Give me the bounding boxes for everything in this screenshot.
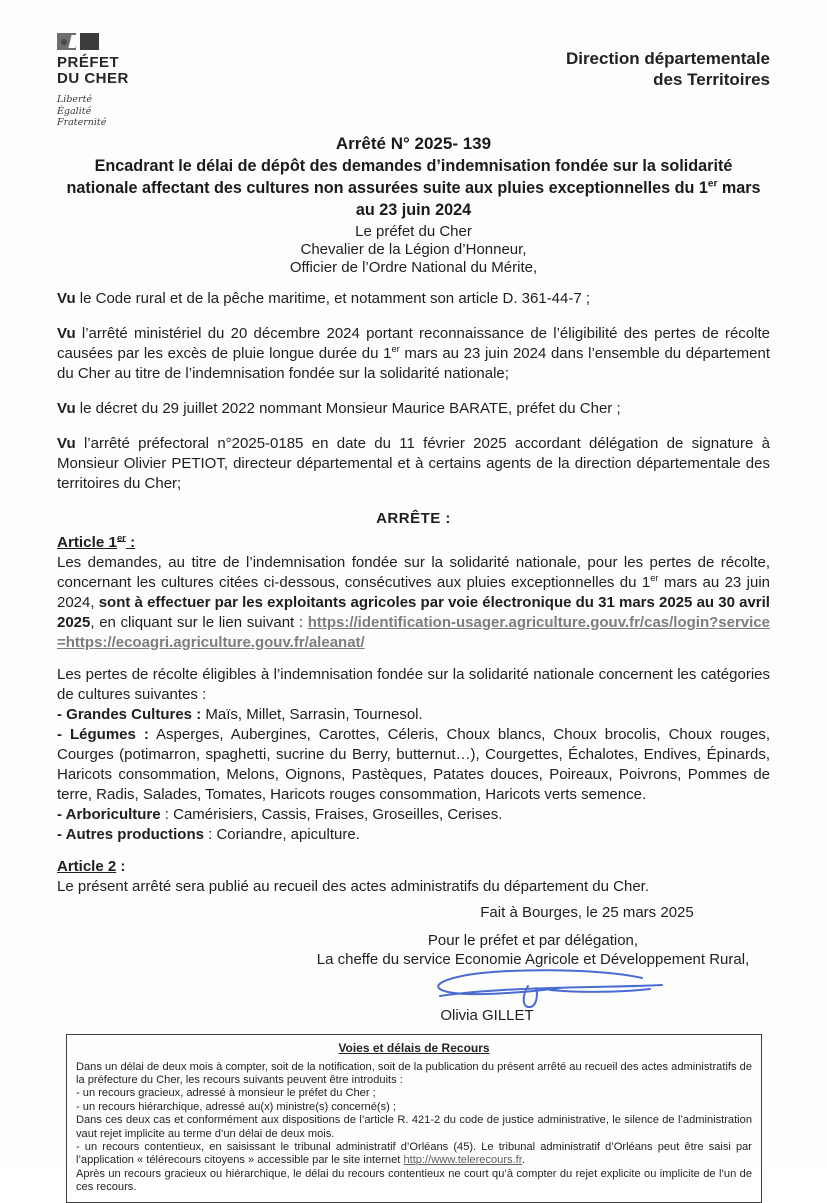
- recours-line: [76, 1168, 752, 1195]
- text-segment: mars au 23 juin 2024 dans l’ensemble du département du Cher au titre de l’indemnisation fondée sur la solidarité nationale;: [57, 344, 770, 382]
- recours-line: [76, 1061, 752, 1088]
- text-segment: :: [116, 857, 126, 875]
- text-segment: l’arrêté préfectoral n°2025-0185 en date du 11 février 2025 accordant délégation de signature à Monsieur Olivier PETIOT, directeur départemental et à certains agents de la direction départementale des territoires du Cher;: [57, 434, 770, 492]
- recours-line: [76, 1101, 752, 1114]
- text-segment: , en cliquant sur le lien suivant :: [90, 613, 308, 631]
- text-segment: Après un recours gracieux ou hiérarchique, le délai du recours contentieux ne court qu’à compter du rejet explicite ou implicite de l’un de ces recours.: [76, 1167, 752, 1194]
- recours-line: [76, 1114, 752, 1141]
- text-segment: Vu: [57, 324, 76, 342]
- text-segment: : Coriandre, apiculture.: [203, 825, 360, 843]
- prefecture-logo: [57, 33, 207, 129]
- emblem-left-block: [57, 33, 76, 50]
- signature-ink-icon: [410, 966, 680, 1010]
- text-segment: Asperges, Aubergines, Carottes, Céleris, Choux blancs, Choux brocolis, Choux rouges, Courges (potimarron, spaghetti, sucrine du Berry, butternut…), Courgettes, Échalotes, Endives, Épinards, Haricots consommation, Melons, Oignons, Pastèques, Patates douces, Poireaux, Poivrons, Pommes de terre, Radis, Salades, Tomates, Haricots rouges consommation, Haricots verts semence.: [57, 725, 770, 803]
- issuer-line-2: Chevalier de la Légion d’Honneur,: [300, 240, 527, 258]
- document-title: Arrêté N° 2025- 139: [335, 133, 492, 153]
- visa-paragraph: [57, 289, 770, 309]
- text-segment: :: [125, 533, 136, 551]
- category-grandes-cultures: [57, 705, 770, 725]
- text-segment: - Grandes Cultures :: [57, 705, 202, 723]
- logo-agency-name: [57, 55, 207, 87]
- text-segment: Encadrant le délai de dépôt des demandes d’indemnisation fondée sur la solidarité nationale affectant des cultures non assurées suite aux pluies exceptionnelles du 1: [66, 156, 733, 197]
- text-segment: Maïs, Millet, Sarrasin, Tournesol.: [201, 705, 423, 723]
- delegation-block: [273, 931, 793, 970]
- signer-name: Olivia GILLET: [440, 1006, 534, 1024]
- emblem-right-block: [80, 33, 99, 50]
- visa-paragraph: [57, 324, 770, 384]
- text-segment: Dans un délai de deux mois à compter, soit de la notification, soit de la publication du présent arrêté au recueil des actes administratifs de la préfecture du Cher, les recours suivants peuvent être introduits :: [76, 1060, 752, 1086]
- motto-fraternite: Fraternité: [57, 117, 107, 128]
- text-segment: sont à effectuer par les exploitants agricoles par voie électronique du 31 mars 2025 au 30 avril 2025: [57, 593, 770, 631]
- text-segment: Vu: [57, 434, 76, 452]
- french-republic-emblem-icon: [57, 33, 99, 50]
- text-segment: - Autres productions: [57, 825, 204, 843]
- hyperlink[interactable]: http://www.telerecours.fr: [403, 1154, 522, 1167]
- direction-line-2: des Territoires: [653, 70, 770, 89]
- article-2-body: Le présent arrêté sera publié au recueil des actes administratifs du département du Cher.: [57, 877, 650, 895]
- text-segment: - Arboriculture: [57, 805, 161, 823]
- text-segment: - un recours hiérarchique, adressé au(x) ministre(s) concerné(s) ;: [76, 1100, 396, 1113]
- text-segment: mars au 23 juin 2024,: [57, 573, 770, 611]
- document-subtitle: [57, 155, 770, 221]
- text-segment: mars au 23 juin 2024: [355, 178, 761, 219]
- article-2-heading: [57, 857, 770, 877]
- text-segment: .: [521, 1154, 525, 1167]
- eligibility-intro: Les pertes de récolte éligibles à l’indemnisation fondée sur la solidarité nationale concernent les catégories de cultures suivantes :: [57, 665, 770, 703]
- handwritten-signature: [410, 966, 680, 1010]
- visa-paragraph: [57, 399, 770, 419]
- logo-line-1: PRÉFET: [57, 54, 120, 71]
- issuer-line-3: Officier de l’Ordre National du Mérite,: [289, 258, 538, 276]
- text-segment: l’arrêté ministériel du 20 décembre 2024 portant reconnaissance de l’éligibilité des pertes de récolte causées par les excès de pluie longue durée du 1: [57, 324, 770, 362]
- logo-line-2: DU CHER: [57, 70, 129, 87]
- place-and-date: Fait à Bourges, le 25 mars 2025: [480, 903, 694, 921]
- text-segment: Dans ces deux cas et conformément aux dispositions de l’article R. 421-2 du code de justice administrative, le silence de l’administration vaut rejet implicite au terme d’un délai de deux mois.: [76, 1114, 752, 1140]
- text-segment: er: [650, 572, 659, 583]
- arrete-heading: ARRÊTE :: [376, 509, 451, 527]
- motto-egalite: Égalité: [57, 105, 92, 117]
- recours-line: [76, 1141, 752, 1168]
- category-autres-productions: [57, 825, 770, 845]
- text-segment: - un recours gracieux, adressé à monsieur le préfet du Cher ;: [76, 1087, 376, 1100]
- recours-title: Voies et délais de Recours: [338, 1040, 490, 1055]
- text-segment: Article 1: [57, 533, 117, 551]
- text-segment: Vu: [57, 289, 76, 307]
- article-1-body: [57, 553, 770, 653]
- text-segment: er: [707, 178, 718, 190]
- hyperlink[interactable]: https://identification-usager.agriculture.gouv.fr/cas/login?service=https://ecoagri.agriculture.gouv.fr/aleanat/: [57, 613, 770, 651]
- text-segment: le décret du 29 juillet 2022 nommant Monsieur Maurice BARATE, préfet du Cher ;: [75, 399, 621, 417]
- recours-box: [66, 1034, 762, 1203]
- delegation-line-1: Pour le préfet et par délégation,: [427, 931, 639, 949]
- text-segment: le Code rural et de la pêche maritime, et notamment son article D. 361-44-7 ;: [75, 289, 591, 307]
- motto-liberte: Liberté: [57, 94, 93, 105]
- issuer-line-1: Le préfet du Cher: [355, 222, 472, 240]
- delegation-line-2: La cheffe du service Economie Agricole et Développement Rural,: [316, 951, 750, 968]
- text-segment: - Légumes :: [57, 725, 149, 743]
- republic-motto: [57, 94, 207, 129]
- article-1-heading: [57, 533, 770, 553]
- text-segment: Les demandes, au titre de l’indemnisation fondée sur la solidarité nationale, pour les pertes de récolte, concernant les cultures citées ci-dessous, consécutives aux pluies exceptionnelles du 1: [57, 553, 770, 591]
- issuer-block: [57, 223, 770, 277]
- visa-paragraph: [57, 434, 770, 494]
- text-segment: - un recours contentieux, en saisissant le tribunal administratif d’Orléans (45). Le tribunal administratif d’Orléans peut être saisi par l’application « télérecours citoyens » accessible par le site internet: [76, 1140, 752, 1167]
- issuing-direction: [566, 33, 770, 90]
- text-segment: er: [116, 531, 126, 543]
- text-segment: Article 2: [57, 857, 117, 875]
- direction-line-1: Direction départementale: [565, 49, 770, 68]
- category-arboriculture: [57, 805, 770, 825]
- recours-line: [76, 1087, 752, 1100]
- text-segment: : Camérisiers, Cassis, Fraises, Groseilles, Cerises.: [160, 805, 503, 823]
- text-segment: er: [391, 343, 400, 354]
- page-header: [57, 0, 770, 129]
- text-segment: Vu: [57, 399, 76, 417]
- category-legumes: [57, 725, 770, 805]
